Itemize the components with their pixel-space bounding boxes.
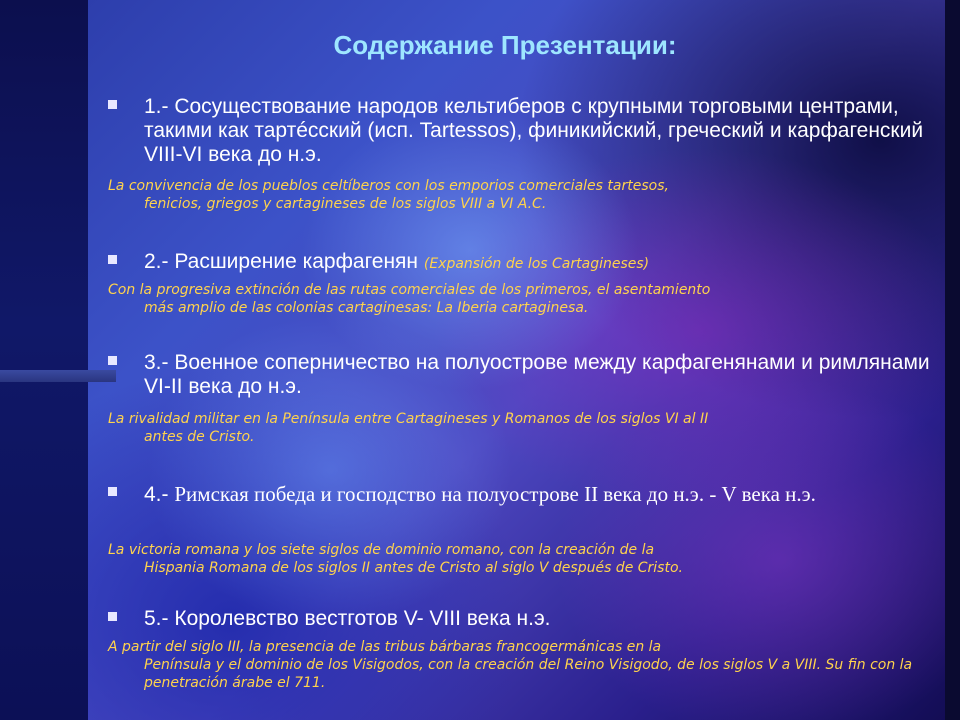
item-3-desc-line1: La rivalidad militar en la Península entre Cartagineses y Romanos de los siglos VI al II: [108, 411, 709, 427]
item-5-description: [108, 638, 938, 692]
item-3-heading-block: [108, 351, 938, 399]
item-5-heading-block: [108, 607, 938, 631]
left-decor-band: [0, 0, 88, 720]
item-4-heading: Римская победа и господство на полуострове II века до н.э. - V века н.э.: [174, 482, 816, 506]
decor-horizontal-bar: [0, 370, 116, 382]
item-2-heading-block: [108, 250, 938, 276]
item-4-heading-number: 4.-: [144, 483, 169, 506]
item-5-heading: 5.- Королевство вестготов V- VIII века н.э.: [144, 607, 551, 630]
item-4-desc-line1: La victoria romana y los siete siglos de dominio romano, con la creación de la: [108, 542, 655, 558]
square-bullet-icon: [108, 255, 117, 264]
square-bullet-icon: [108, 100, 117, 109]
item-2-desc-line1: Con la progresiva extinción de las rutas comerciales de los primeros, el asentamiento: [108, 282, 711, 298]
item-1-heading: 1.- Сосуществование народов кельтиберов с крупными торговыми центрами, такими как тартéсский (исп. Tartessos), финикийский, греческий и карфагенский VIII-VI века до н.э.: [144, 95, 924, 166]
item-3-description: [108, 410, 938, 446]
item-1-desc-rest: fenicios, griegos y cartagineses de los siglos VIII a VI A.C.: [144, 196, 547, 212]
square-bullet-icon: [108, 356, 117, 365]
item-5-desc-rest: Península y el dominio de los Visigodos, con la creación del Reino Visigodo, de los siglos V a VIII. Su fin con la penetración árabe el 711.: [144, 657, 913, 691]
item-4-heading-block: [108, 482, 938, 507]
slide-title: Содержание Презентации:: [333, 30, 677, 60]
item-4-description: [108, 541, 938, 577]
item-2-description: [108, 281, 938, 317]
item-4-desc-rest: Hispania Romana de los siglos II antes de Cristo al siglo V después de Cristo.: [144, 560, 683, 576]
item-3-heading: 3.- Военное соперничество на полуострове между карфагенянами и римлянами VI-II века до н.э.: [144, 351, 930, 398]
item-5-desc-line1: A partir del siglo III, la presencia de las tribus bárbaras francogermánicas en la: [108, 639, 662, 655]
item-2-desc-rest: más amplio de las colonias cartaginesas: La Iberia cartaginesa.: [144, 300, 589, 316]
square-bullet-icon: [108, 487, 117, 496]
right-decor-band: [945, 0, 960, 720]
item-2-heading-spanish: (Expansión de los Cartagineses): [423, 256, 650, 272]
item-1-desc-line1: La convivencia de los pueblos celtíberos con los emporios comerciales tartesos,: [108, 178, 669, 194]
item-1-heading-block: [108, 95, 938, 167]
item-2-heading: 2.- Расширение карфагенян: [144, 250, 419, 273]
item-3-desc-rest: antes de Cristo.: [144, 429, 255, 445]
square-bullet-icon: [108, 612, 117, 621]
item-1-description: [108, 177, 938, 213]
